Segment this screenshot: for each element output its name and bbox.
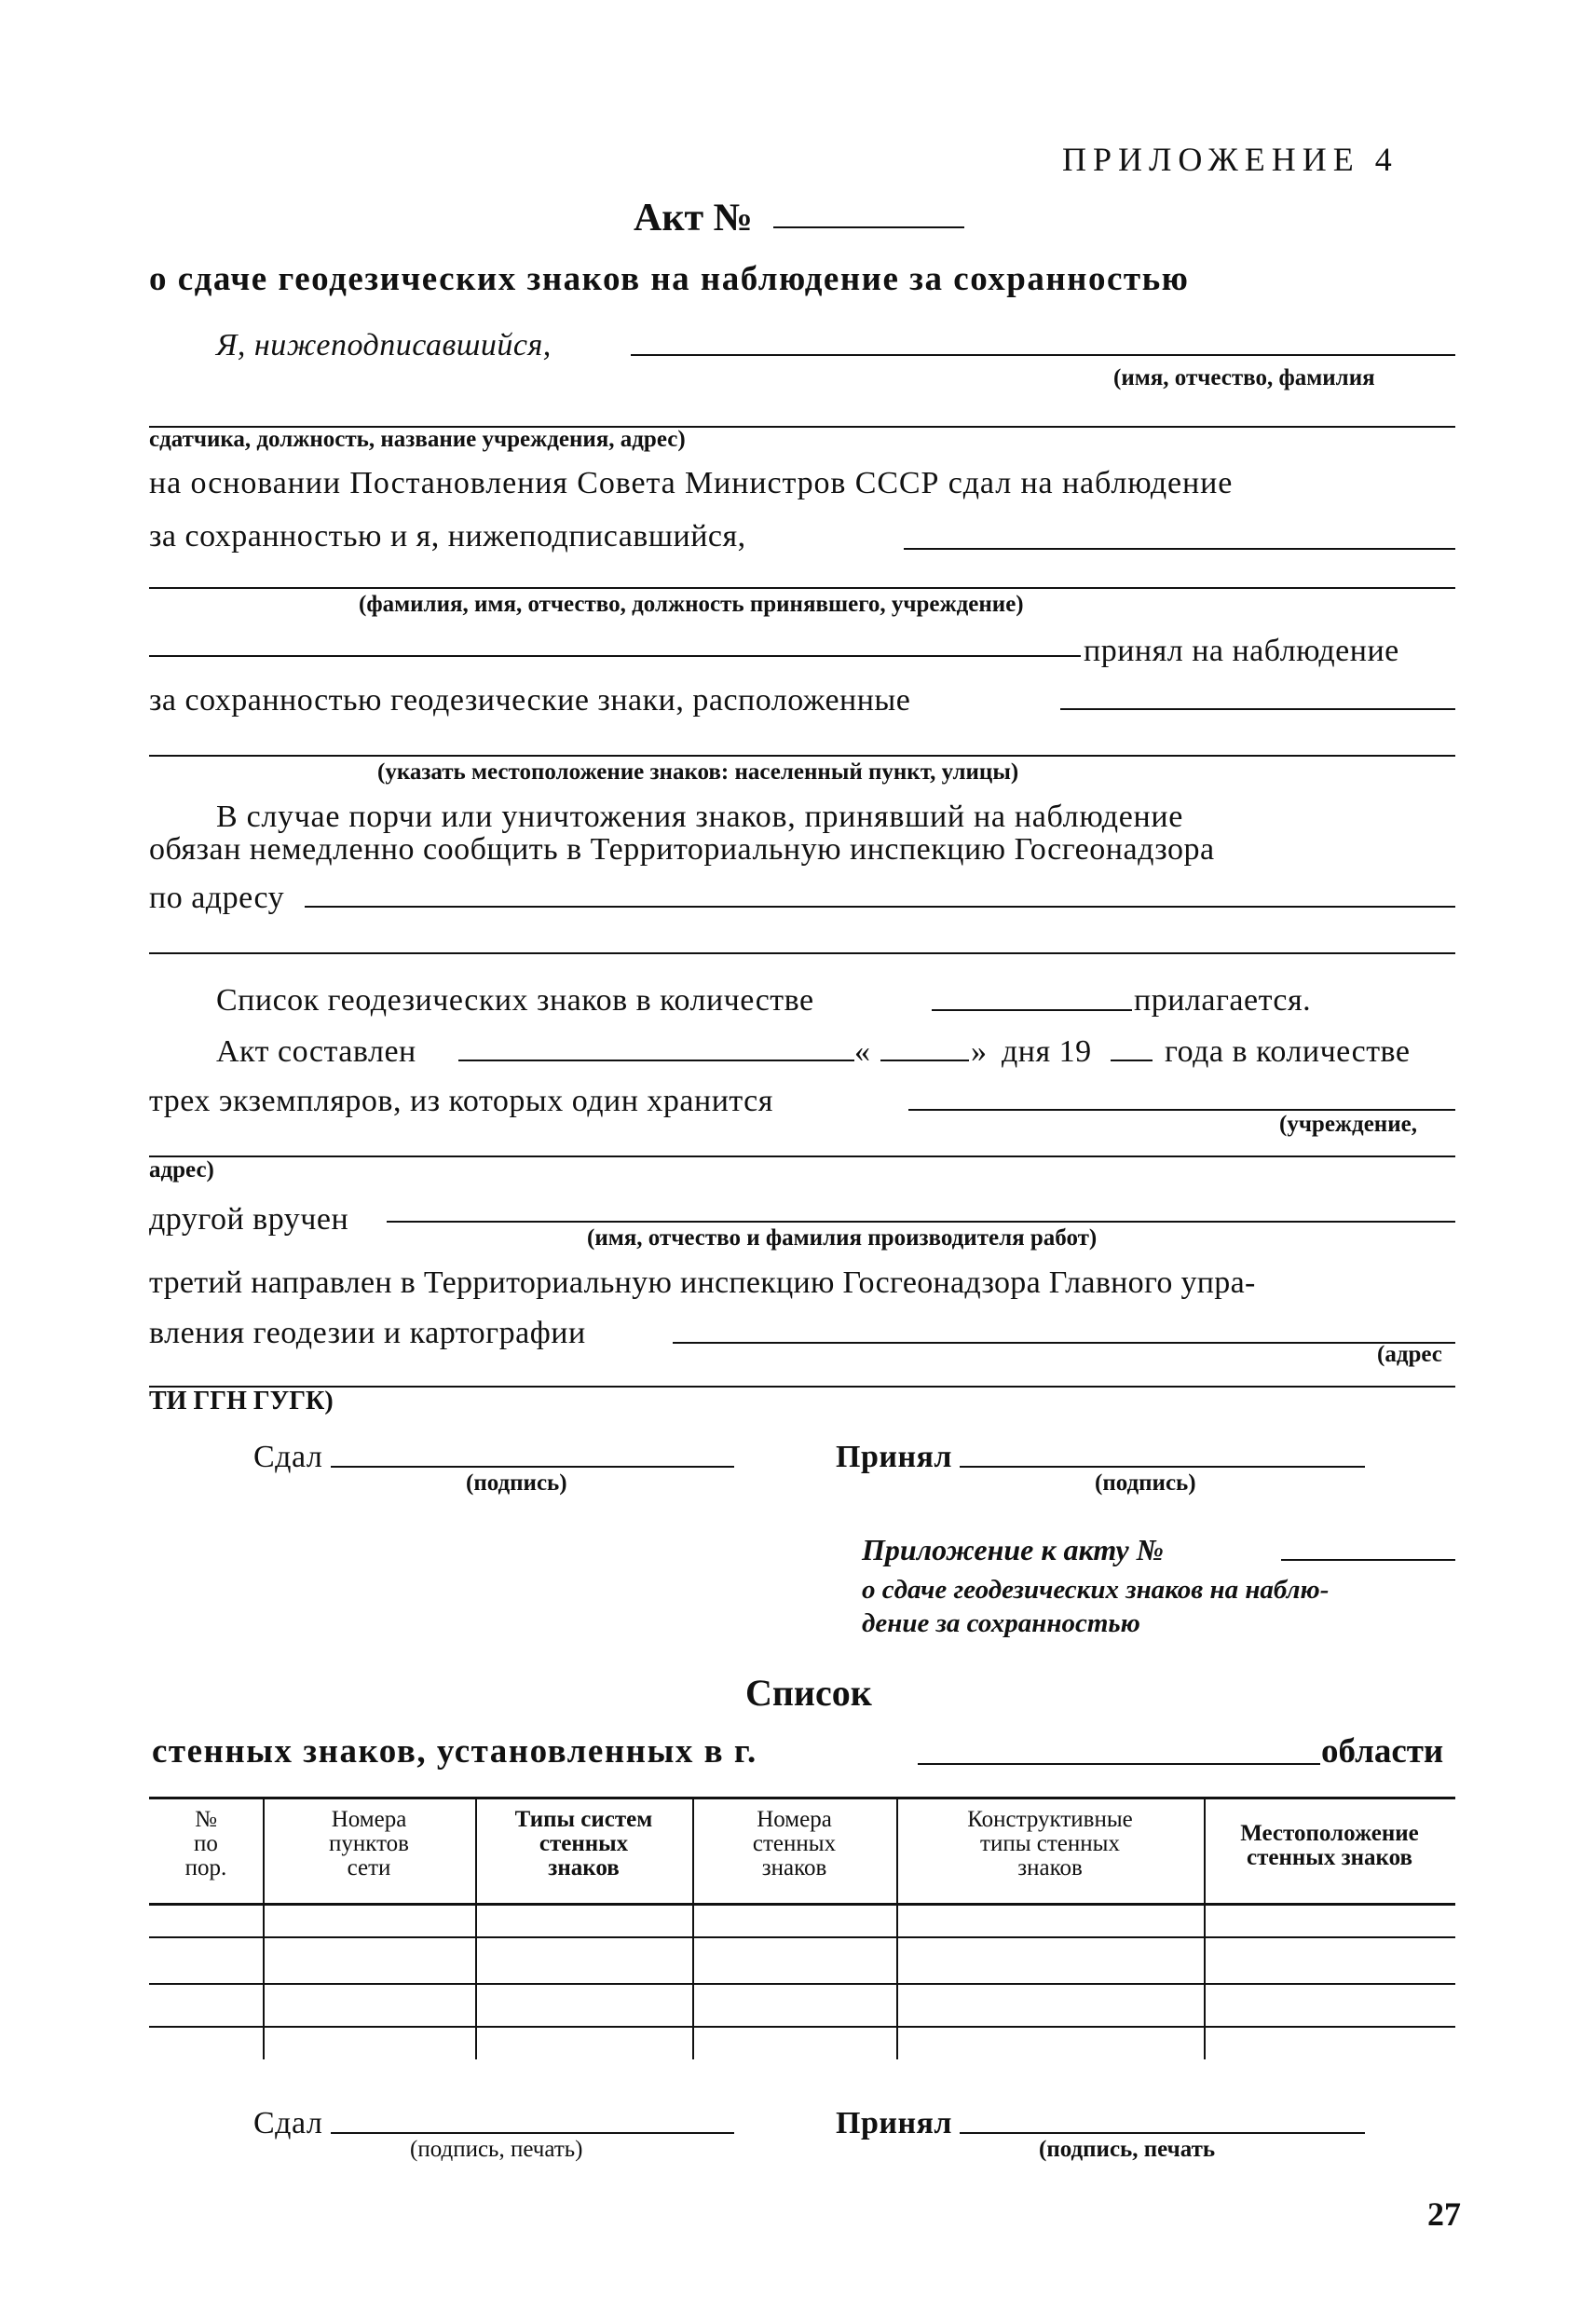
accepted-text: принял на наблюдение [1084,634,1399,668]
caption-institution: (учреждение, [1279,1112,1417,1137]
act-number-blank [773,226,964,228]
col-header-types-text: Типы систем стенных знаков [514,1807,653,1880]
col-header-construction-text: Конструктивные типы стенных знаков [967,1807,1133,1880]
signature-line [331,1466,734,1468]
col-header-points-text: Номера пунктов сети [329,1807,409,1880]
damage-text-2: обязан немедленно сообщить в Территориальную инспекцию Госгеонадзора [149,832,1215,867]
third-text-2: вления геодезии и картографии [149,1316,586,1350]
table-row-line [149,2026,1455,2028]
blank-line [149,587,1455,589]
blank-line [1281,1559,1455,1561]
gave-label-2: Сдал [253,2106,323,2140]
blank-line [305,906,1455,908]
blank-line [149,655,1081,657]
signature-line [960,1466,1365,1468]
intro-text: Я, нижеподписавшийся, [216,328,552,362]
col-header-location [1204,1822,1455,1870]
col-header-number-text: № по пор. [184,1807,227,1880]
col-header-points [263,1808,475,1880]
table-row-line [149,1983,1455,1985]
act-title: о сдаче геодезических знаков на наблюдение за сохранностью [149,260,1190,298]
signature-line [960,2132,1365,2134]
table-header-border [149,1903,1455,1906]
blank-line [880,1060,969,1061]
blank-line [387,1221,1455,1223]
list-count-text: Список геодезических знаков в количестве [216,983,814,1018]
table-top-border [149,1797,1455,1799]
list-attached-text: прилагается. [1134,983,1312,1018]
annex-line-3: дение за сохранностью [862,1608,1140,1638]
blank-line [1060,708,1455,710]
annex-line-2: о сдаче геодезических знаков на наблю- [862,1575,1330,1605]
blank-line [149,1386,1455,1388]
blank-line [149,1156,1455,1157]
other-text: другой вручен [149,1202,349,1237]
caption-location: (указать местоположение знаков: населенный пункт, улицы) [377,759,1019,785]
took-caption-2: (подпись, печать [1039,2137,1216,2162]
gave-caption: (подпись) [466,1470,567,1496]
col-header-types [475,1808,692,1880]
act-number-label: Акт № [634,197,753,239]
list-subtitle: стенных знаков, установленных в г. [152,1732,757,1771]
col-header-mark-numbers-text: Номера стенных знаков [752,1807,837,1880]
quote-close: » [971,1034,988,1069]
basis-text: на основании Постановления Совета Министров СССР сдал на наблюдение [149,466,1234,500]
gave-caption-2: (подпись, печать) [410,2137,583,2162]
caption-address: адрес) [149,1157,214,1183]
and-i-text: за сохранностью и я, нижеподписавшийся, [149,519,746,554]
kept-text: трех экземпляров, из которых один хранится [149,1084,773,1118]
appendix-label: ПРИЛОЖЕНИЕ 4 [1062,141,1398,178]
list-title: Список [745,1672,872,1714]
blank-line [904,548,1455,550]
took-caption: (подпись) [1095,1470,1196,1496]
quote-open: « [854,1034,871,1069]
act-made-text: Акт составлен [216,1034,416,1069]
blank-line [918,1763,1320,1765]
signature-line [331,2132,734,2134]
blank-line [673,1342,1455,1344]
ti-ggn-gugk: ТИ ГГН ГУГК) [149,1387,334,1415]
blank-line [631,354,1455,356]
gave-label: Сдал [253,1440,323,1474]
caption-address-2: (адрес [1377,1342,1442,1367]
blank-line [932,1009,1132,1011]
damage-text-1: В случае порчи или уничтожения знаков, принявший на наблюдение [216,800,1184,834]
col-header-number [149,1808,263,1880]
year-text: года в количестве [1165,1034,1411,1069]
located-text: за сохранностью геодезические знаки, расположенные [149,683,911,718]
blank-line [458,1060,854,1061]
blank-line [908,1109,1455,1111]
blank-line [149,755,1455,757]
col-header-mark-numbers [692,1808,896,1880]
address-label: по адресу [149,881,285,915]
caption-name: (имя, отчество, фамилия [1113,365,1375,390]
took-label: Принял [836,1440,953,1474]
day-text: дня 19 [1002,1034,1092,1069]
annex-line-1: Приложение к акту № [862,1533,1164,1566]
caption-worker: (имя, отчество и фамилия производителя работ) [587,1225,1098,1251]
col-header-location-text: Местоположение стенных знаков [1240,1821,1419,1870]
list-subtitle-region: области [1321,1732,1444,1771]
blank-line [149,952,1455,954]
page-number: 27 [1427,2195,1461,2233]
caption-sender: сдатчика, должность, название учреждения, адрес) [149,427,686,452]
third-text-1: третий направлен в Территориальную инспекцию Госгеонадзора Главного упра- [149,1265,1256,1300]
table-row-line [149,1936,1455,1938]
blank-line [1111,1060,1153,1061]
caption-receiver: (фамилия, имя, отчество, должность принявшего, учреждение) [359,592,1024,617]
col-header-construction [896,1808,1204,1880]
took-label-2: Принял [836,2106,953,2140]
